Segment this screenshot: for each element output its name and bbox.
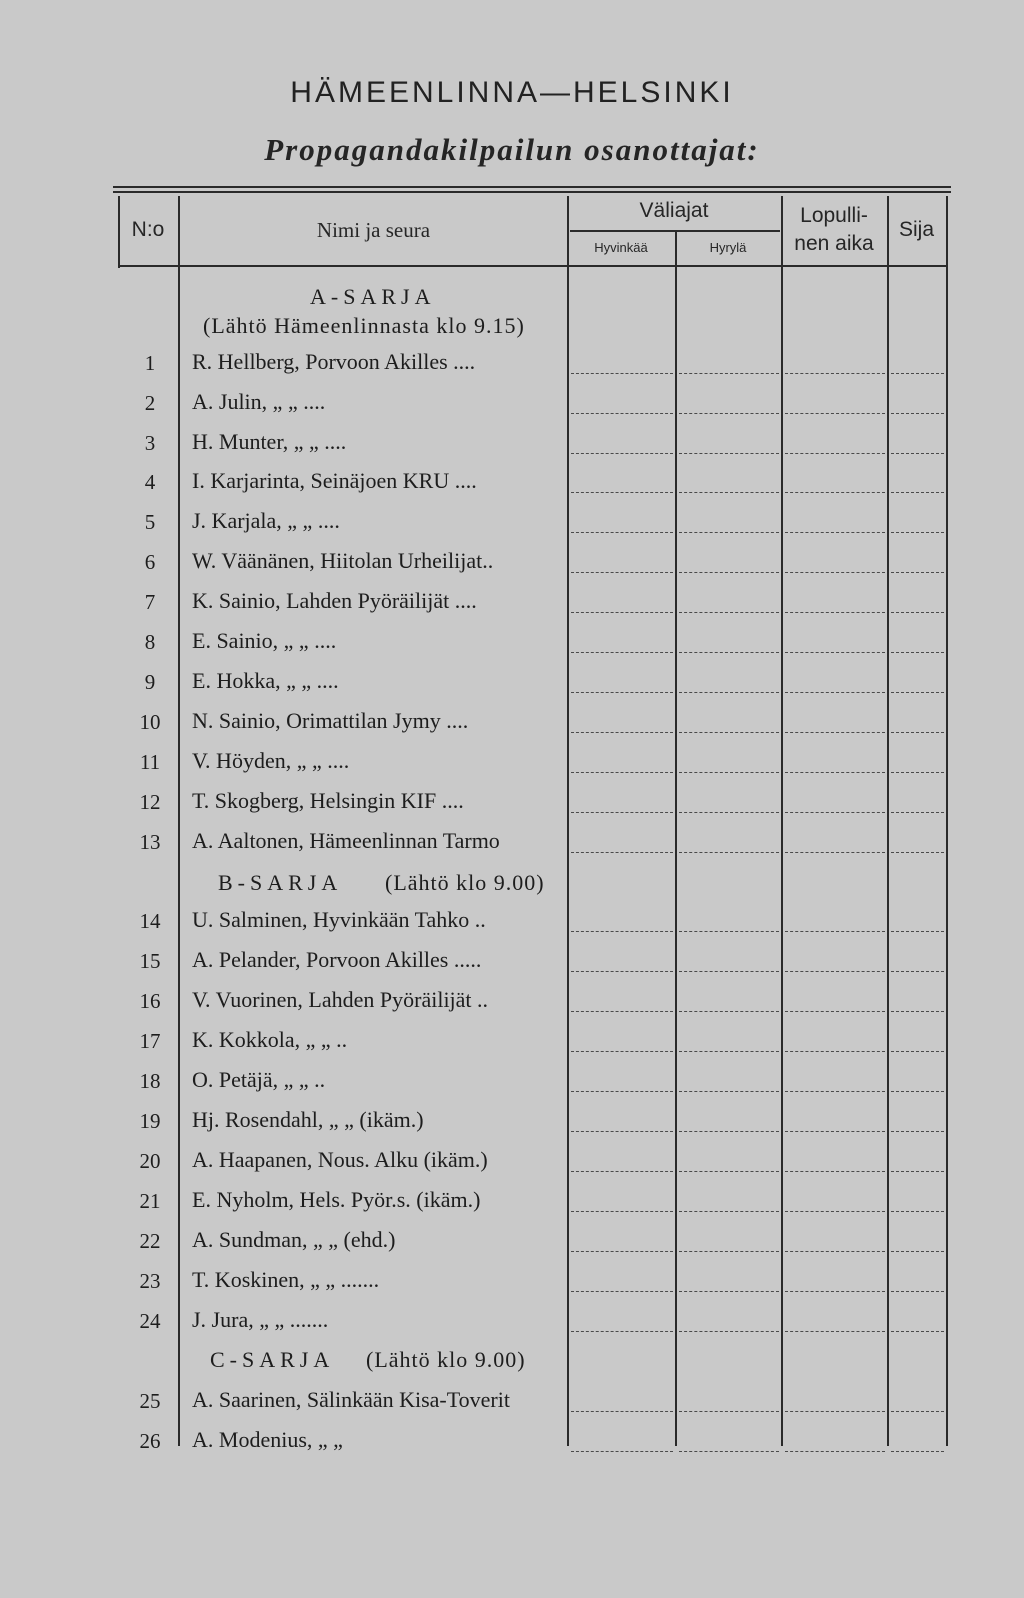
row-number: 18 [139,1069,161,1093]
blank-cell-line [891,1051,944,1052]
blank-cell-line [891,1171,944,1172]
row-number: 20 [139,1149,161,1173]
table-row [0,905,1024,943]
row-number: 3 [144,431,156,455]
blank-cell-line [571,1451,673,1452]
blank-cell-line [785,1091,885,1092]
blank-cell-line [679,1451,779,1452]
blank-cell-line [571,492,673,493]
table-row [0,586,1024,624]
header-splits: Väliajat [639,199,709,222]
blank-cell-line [891,852,944,853]
row-number: 16 [139,989,161,1013]
row-number: 15 [139,949,161,973]
blank-cell-line [785,1411,885,1412]
blank-cell-line [571,1411,673,1412]
blank-cell-line [679,1211,779,1212]
blank-cell-line [891,1131,944,1132]
participant-name: A. Saarinen, Sälinkään Kisa-Toverit [192,1387,510,1412]
blank-cell-line [891,453,944,454]
series-a-title: A-SARJA [310,284,436,309]
blank-cell-line [785,492,885,493]
table-top-rule [113,186,951,188]
blank-cell-line [785,931,885,932]
blank-cell-line [891,532,944,533]
blank-cell-line [785,1251,885,1252]
table-row [0,387,1024,425]
blank-cell-line [571,931,673,932]
blank-cell-line [571,453,673,454]
table-row [0,1385,1024,1423]
blank-cell-line [679,373,779,374]
header-no: N:o [131,218,165,241]
blank-cell-line [571,732,673,733]
row-number: 14 [139,909,161,933]
blank-cell-line [679,931,779,932]
table-row [0,1065,1024,1103]
table-row [0,985,1024,1023]
blank-cell-line [891,1331,944,1332]
table-row [0,706,1024,744]
table-row [0,1305,1024,1343]
participant-name: E. Nyholm, Hels. Pyör.s. (ikäm.) [192,1187,481,1212]
blank-cell-line [785,1011,885,1012]
blank-cell-line [679,572,779,573]
blank-cell-line [571,1051,673,1052]
series-b-title: B-SARJA [218,870,343,895]
blank-cell-line [679,1251,779,1252]
blank-cell-line [571,971,673,972]
participant-name: T. Koskinen, „ „ ....... [192,1267,380,1292]
table-row [0,1425,1024,1463]
blank-cell-line [571,413,673,414]
participant-name: E. Sainio, „ „ .... [192,628,337,653]
header-final-time: Lopulli- nen aika [794,204,874,255]
participant-name: A. Julin, „ „ .... [192,389,326,414]
row-number: 25 [139,1389,161,1413]
row-number: 11 [139,750,161,774]
blank-cell-line [571,852,673,853]
blank-cell-line [571,1291,673,1292]
blank-cell-line [785,1051,885,1052]
blank-cell-line [571,572,673,573]
blank-cell-line [679,413,779,414]
blank-cell-line [785,532,885,533]
blank-cell-line [891,1211,944,1212]
blank-cell-line [891,572,944,573]
page-subtitle: Propagandakilpailun osanottajat: [264,132,760,167]
blank-cell-line [571,812,673,813]
blank-cell-line [891,1251,944,1252]
blank-cell-line [679,492,779,493]
row-number: 7 [144,590,156,614]
row-number: 13 [139,830,161,854]
blank-cell-line [785,453,885,454]
row-number: 10 [139,710,161,734]
table-top-rule-2 [113,191,951,193]
blank-cell-line [571,612,673,613]
header-bottom-rule [118,265,948,267]
participant-name: R. Hellberg, Porvoon Akilles .... [192,349,476,374]
header-name: Nimi ja seura [316,218,431,242]
row-number: 19 [139,1109,161,1133]
table-row [0,347,1024,385]
participant-name: V. Vuorinen, Lahden Pyöräilijät .. [192,987,489,1012]
row-number: 22 [139,1229,161,1253]
header-split-hyvinkaa: Hyvinkää [594,240,648,255]
blank-cell-line [571,652,673,653]
participant-name: J. Karjala, „ „ .... [192,508,340,533]
table-row [0,1265,1024,1303]
blank-cell-line [679,1171,779,1172]
table-row [0,1225,1024,1263]
blank-cell-line [891,1011,944,1012]
blank-cell-line [785,413,885,414]
blank-cell-line [679,612,779,613]
blank-cell-line [679,732,779,733]
participant-name: J. Jura, „ „ ....... [192,1307,329,1332]
participant-name: A. Sundman, „ „ (ehd.) [192,1227,396,1252]
blank-cell-line [785,732,885,733]
table-row [0,1185,1024,1223]
blank-cell-line [571,1211,673,1212]
participant-name: U. Salminen, Hyvinkään Tahko .. [192,907,486,932]
page-title: HÄMEENLINNA—HELSINKI [290,76,734,109]
blank-cell-line [785,971,885,972]
blank-cell-line [785,1451,885,1452]
blank-cell-line [891,772,944,773]
blank-cell-line [679,532,779,533]
blank-cell-line [785,1131,885,1132]
blank-cell-line [679,812,779,813]
row-number: 26 [139,1429,161,1453]
blank-cell-line [679,1411,779,1412]
blank-cell-line [891,413,944,414]
participant-name: V. Höyden, „ „ .... [192,748,350,773]
blank-cell-line [571,1171,673,1172]
participant-name: T. Skogberg, Helsingin KIF .... [192,788,464,813]
blank-cell-line [891,492,944,493]
participant-name: Hj. Rosendahl, „ „ (ikäm.) [192,1107,424,1132]
table-row [0,427,1024,465]
blank-cell-line [785,652,885,653]
blank-cell-line [571,1091,673,1092]
series-c-start: (Lähtö klo 9.00) [366,1347,526,1372]
participant-name: K. Kokkola, „ „ .. [192,1027,348,1052]
blank-cell-line [679,1291,779,1292]
participant-name: A. Haapanen, Nous. Alku (ikäm.) [192,1147,488,1172]
participant-name: E. Hokka, „ „ .... [192,668,339,693]
blank-cell-line [571,1251,673,1252]
row-number: 8 [144,630,156,654]
participant-name: W. Väänänen, Hiitolan Urheilijat.. [192,548,494,573]
blank-cell-line [891,931,944,932]
row-number: 2 [144,391,156,415]
row-number: 6 [144,550,156,574]
participant-name: A. Aaltonen, Hämeenlinnan Tarmo [192,828,500,853]
blank-cell-line [571,532,673,533]
table-row [0,786,1024,824]
blank-cell-line [679,1011,779,1012]
blank-cell-line [679,1051,779,1052]
series-a-start: (Lähtö Hämeenlinnasta klo 9.15) [203,313,525,338]
blank-cell-line [571,1011,673,1012]
blank-cell-line [891,1451,944,1452]
blank-cell-line [891,812,944,813]
participant-name: O. Petäjä, „ „ .. [192,1067,326,1092]
participant-name: K. Sainio, Lahden Pyöräilijät .... [192,588,477,613]
blank-cell-line [891,971,944,972]
participant-name: A. Modenius, „ „ [192,1427,343,1452]
row-number: 4 [144,470,156,494]
table-row [0,945,1024,983]
blank-cell-line [679,1091,779,1092]
blank-cell-line [571,692,673,693]
blank-cell-line [891,373,944,374]
blank-cell-line [785,612,885,613]
participant-name: A. Pelander, Porvoon Akilles ..... [192,947,482,972]
blank-cell-line [785,373,885,374]
row-number: 5 [144,510,156,534]
blank-cell-line [785,772,885,773]
blank-cell-line [679,453,779,454]
row-number: 9 [144,670,156,694]
table-row [0,466,1024,504]
blank-cell-line [571,373,673,374]
blank-cell-line [679,852,779,853]
row-number: 12 [139,790,161,814]
table-row [0,626,1024,664]
series-c-title: C-SARJA [210,1347,335,1372]
blank-cell-line [785,1291,885,1292]
blank-cell-line [785,812,885,813]
blank-cell-line [891,1291,944,1292]
blank-cell-line [785,692,885,693]
row-number: 17 [139,1029,161,1053]
table-row [0,1025,1024,1063]
row-number: 1 [144,351,156,375]
blank-cell-line [679,772,779,773]
blank-cell-line [679,971,779,972]
header-place: Sija [898,218,935,241]
blank-cell-line [891,612,944,613]
blank-cell-line [571,1331,673,1332]
blank-cell-line [679,692,779,693]
blank-cell-line [785,1331,885,1332]
header-split-hyryla: Hyrylä [709,240,747,255]
blank-cell-line [785,1171,885,1172]
blank-cell-line [891,732,944,733]
table-row [0,1105,1024,1143]
table-row [0,546,1024,584]
blank-cell-line [785,852,885,853]
blank-cell-line [891,1091,944,1092]
table-row [0,826,1024,864]
blank-cell-line [679,1331,779,1332]
table-row [0,506,1024,544]
participant-name: I. Karjarinta, Seinäjoen KRU .... [192,468,477,493]
blank-cell-line [891,652,944,653]
blank-cell-line [785,1211,885,1212]
blank-cell-line [571,1131,673,1132]
table-row [0,1145,1024,1183]
table-row [0,666,1024,704]
row-number: 24 [139,1309,161,1333]
blank-cell-line [571,772,673,773]
row-number: 23 [139,1269,161,1293]
participant-name: H. Munter, „ „ .... [192,429,347,454]
table-row [0,746,1024,784]
series-b-start: (Lähtö klo 9.00) [385,870,545,895]
row-number: 21 [139,1189,161,1213]
blank-cell-line [891,692,944,693]
blank-cell-line [679,1131,779,1132]
blank-cell-line [679,652,779,653]
blank-cell-line [785,572,885,573]
participant-name: N. Sainio, Orimattilan Jymy .... [192,708,469,733]
blank-cell-line [891,1411,944,1412]
